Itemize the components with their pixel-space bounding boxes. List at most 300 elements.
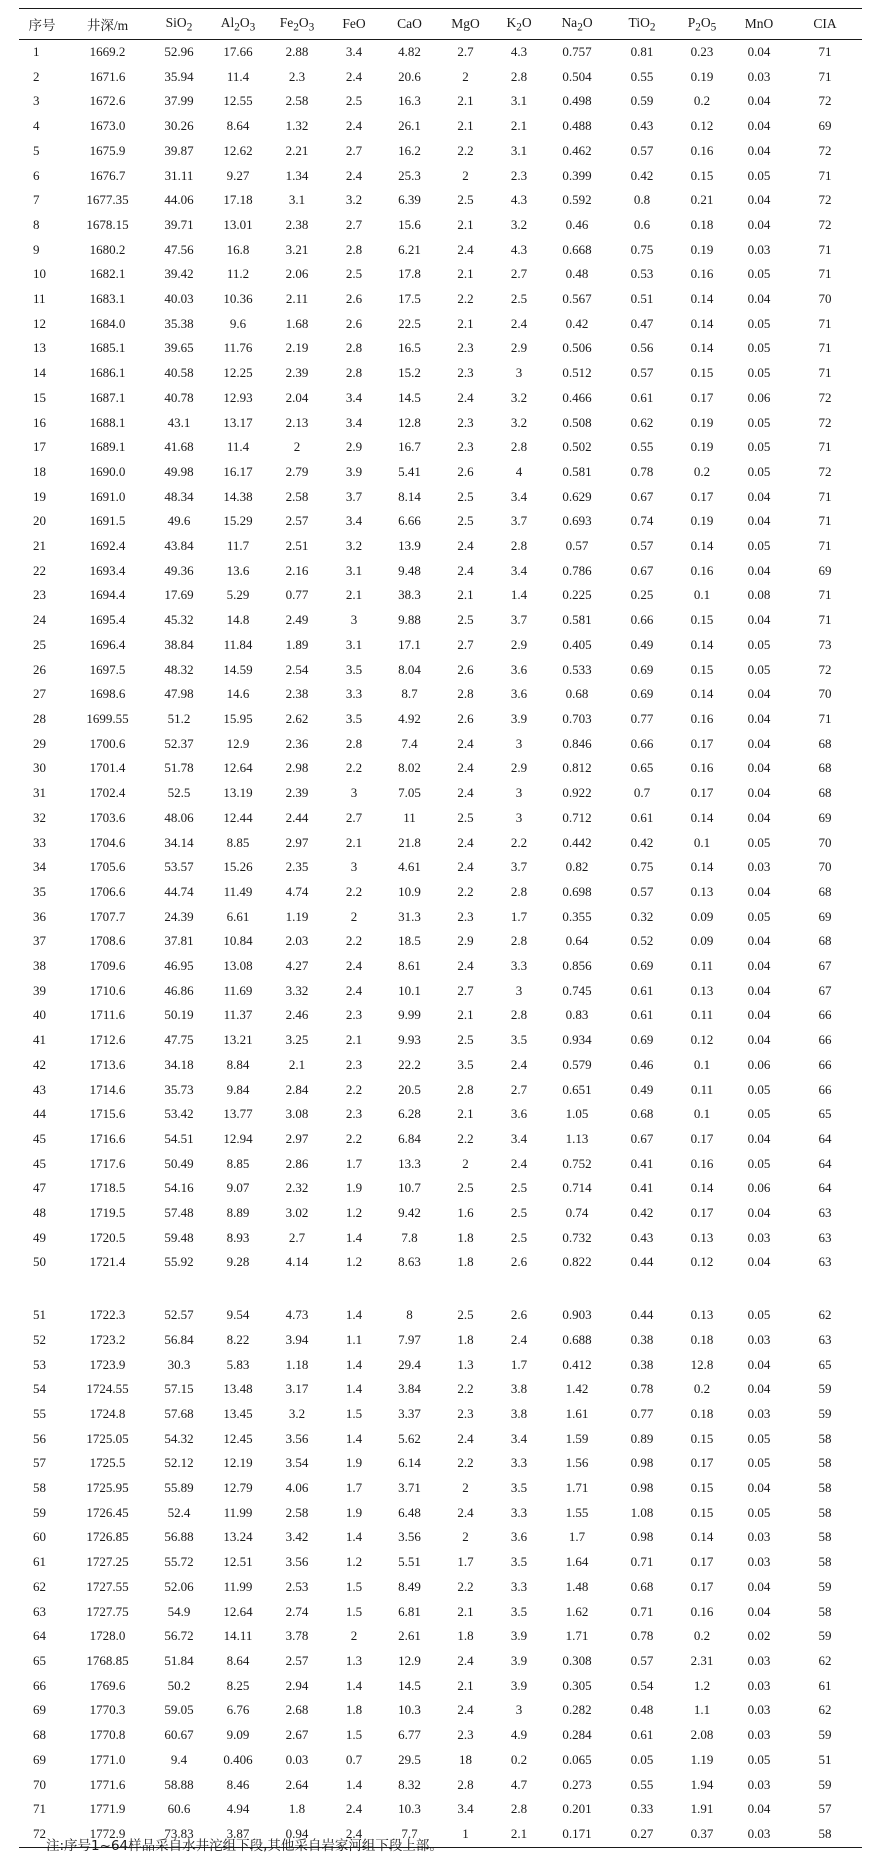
cell-cao: 10.7 [398, 1180, 421, 1196]
cell-depth: 1725.05 [86, 1430, 129, 1446]
cell-mgo: 2.4 [457, 760, 474, 776]
cell-sio2: 37.99 [164, 93, 194, 109]
cell-na2o: 0.651 [562, 1081, 592, 1097]
cell-na2o: 0.405 [562, 636, 592, 652]
cell-cia: 66 [818, 1007, 832, 1023]
cell-mno: 0.05 [747, 1155, 771, 1171]
cell-p2o5: 0.2 [693, 463, 711, 479]
cell-fe2o3: 3.17 [285, 1381, 309, 1397]
cell-p2o5: 0.19 [690, 513, 714, 529]
cell-mgo: 2.5 [457, 1307, 474, 1323]
cell-depth: 1715.6 [89, 1106, 126, 1122]
cell-depth: 1690.0 [89, 463, 126, 479]
cell-na2o: 0.934 [562, 1032, 592, 1048]
cell-na2o: 0.83 [565, 1007, 589, 1023]
cell-al2o3: 17.18 [223, 192, 253, 208]
cell-k2o: 3.3 [510, 1455, 528, 1471]
cell-p2o5: 1.2 [693, 1677, 711, 1693]
cell-no: 35 [33, 883, 46, 899]
cell-fe2o3: 0.77 [285, 587, 309, 603]
cell-mno: 0.04 [747, 1801, 771, 1817]
cell-feo: 2.2 [345, 933, 363, 949]
cell-al2o3: 12.45 [223, 1430, 253, 1446]
cell-sio2: 50.49 [164, 1155, 194, 1171]
cell-depth: 1720.5 [89, 1229, 126, 1245]
cell-no: 40 [33, 1007, 46, 1023]
table-row [19, 188, 862, 213]
cell-cao: 20.5 [398, 1081, 421, 1097]
cell-depth: 1705.6 [89, 859, 126, 875]
cell-p2o5: 0.11 [690, 958, 714, 974]
cell-cia: 59 [818, 1381, 832, 1397]
cell-tio2: 0.48 [630, 1702, 654, 1718]
cell-cao: 8.49 [398, 1578, 421, 1594]
cell-mno: 0.05 [747, 414, 771, 430]
cell-feo: 3.2 [345, 538, 363, 554]
cell-cao: 5.62 [398, 1430, 421, 1446]
cell-sio2: 24.39 [164, 908, 194, 924]
cell-al2o3: 11.7 [226, 538, 250, 554]
cell-cao: 16.2 [398, 142, 421, 158]
cell-cia: 71 [818, 315, 832, 331]
cell-depth: 1686.1 [89, 365, 126, 381]
cell-fe2o3: 2.57 [285, 1653, 309, 1668]
cell-na2o: 0.225 [562, 587, 592, 603]
cell-cao: 8.04 [398, 661, 421, 677]
cell-al2o3: 12.19 [223, 1455, 253, 1471]
cell-depth: 1718.5 [89, 1180, 126, 1196]
cell-sio2: 51.2 [167, 710, 191, 726]
cell-no: 26 [33, 661, 46, 677]
cell-na2o: 0.502 [562, 439, 592, 455]
cell-cao: 31.3 [398, 908, 421, 924]
cell-sio2: 53.57 [164, 859, 194, 875]
cell-k2o: 2.4 [510, 1056, 528, 1072]
cell-cia: 58 [818, 1554, 832, 1570]
cell-na2o: 0.693 [562, 513, 592, 529]
cell-mno: 0.03 [747, 1229, 771, 1245]
table-row [19, 732, 862, 757]
cell-sio2: 59.48 [164, 1229, 194, 1245]
cell-depth: 1675.9 [89, 142, 126, 158]
cell-feo: 1.4 [345, 1356, 363, 1372]
cell-tio2: 0.42 [630, 1205, 654, 1221]
cell-na2o: 0.846 [562, 735, 592, 751]
cell-cao: 6.84 [398, 1130, 421, 1146]
cell-fe2o3: 2.21 [285, 142, 309, 158]
table-row [19, 559, 862, 584]
cell-p2o5: 0.2 [693, 93, 711, 109]
cell-mno: 0.04 [747, 933, 771, 949]
column-header-cia: CIA [788, 9, 862, 40]
cell-p2o5: 2.08 [690, 1727, 714, 1743]
table-row [19, 880, 862, 905]
cell-k2o: 3 [515, 1702, 523, 1718]
cell-depth: 1727.55 [86, 1578, 129, 1594]
cell-na2o: 0.922 [562, 785, 592, 801]
cell-p2o5: 0.19 [690, 414, 714, 430]
cell-mno: 0.04 [747, 44, 771, 59]
cell-cao: 22.5 [398, 315, 421, 331]
cell-cia: 68 [818, 760, 832, 776]
cell-mgo: 2.3 [457, 340, 474, 356]
cell-cia: 63 [818, 1229, 832, 1245]
table-row [19, 1773, 862, 1798]
cell-na2o: 0.171 [544, 1822, 610, 1847]
cell-cao: 8.7 [401, 686, 418, 702]
cell-cao: 22.2 [398, 1056, 421, 1072]
cell-fe2o3: 0.03 [285, 1751, 309, 1767]
cell-mgo: 2.1 [457, 1106, 474, 1122]
cell-al2o3: 13.08 [223, 958, 253, 974]
cell-p2o5: 1.94 [690, 1776, 714, 1792]
cell-cao: 29.4 [398, 1356, 421, 1372]
cell-k2o: 2.5 [510, 1180, 528, 1196]
cell-fe2o3: 3.78 [285, 1628, 309, 1644]
column-header-sio2: SiO$_2$ [150, 9, 208, 40]
cell-mno: 0.05 [747, 1504, 771, 1520]
cell-tio2: 0.49 [630, 636, 654, 652]
cell-fe2o3: 3.56 [285, 1554, 309, 1570]
cell-cia: 71 [818, 365, 832, 381]
cell-no: 55 [33, 1405, 46, 1421]
cell-mno: 0.04 [747, 883, 771, 899]
cell-tio2: 0.61 [630, 389, 654, 405]
cell-k2o: 3.1 [510, 142, 528, 158]
column-header-na2o: $Na_2O$ [544, 9, 610, 40]
cell-mno: 0.03 [747, 68, 771, 84]
cell-depth: 1723.2 [89, 1331, 126, 1347]
cell-tio2: 0.69 [630, 661, 654, 677]
cell-feo: 2.4 [326, 1822, 382, 1847]
cell-sio2: 48.32 [164, 661, 194, 677]
table-row [19, 1078, 862, 1103]
cell-fe2o3: 2.68 [285, 1702, 309, 1718]
cell-k2o: 2.8 [510, 68, 528, 84]
cell-al2o3: 13.21 [223, 1032, 253, 1048]
cell-k2o: 4.9 [510, 1727, 528, 1743]
cell-cao: 6.14 [398, 1455, 421, 1471]
cell-mno: 0.04 [747, 760, 771, 776]
cell-p2o5: 0.1 [693, 1056, 711, 1072]
cell-no: 7 [33, 192, 40, 208]
cell-sio2: 38.84 [164, 636, 194, 652]
cell-tio2: 0.59 [630, 93, 654, 109]
cell-na2o: 0.82 [565, 859, 589, 875]
table-footnote: 注:序号1~64样品采自水井沱组下段,其他采自岩家河组下段上部。 [46, 1838, 443, 1854]
cell-mgo: 1 [437, 1822, 494, 1847]
cell-fe2o3: 2.62 [285, 710, 309, 726]
cell-k2o: 3.6 [510, 661, 528, 677]
cell-mno: 0.05 [747, 1430, 771, 1446]
cell-sio2: 48.34 [164, 488, 194, 504]
cell-cia: 58 [818, 1504, 832, 1520]
cell-na2o: 0.506 [562, 340, 592, 356]
cell-na2o: 0.284 [562, 1727, 592, 1743]
cell-feo: 2.8 [345, 241, 363, 257]
table-row [19, 831, 862, 856]
table-row [19, 1102, 862, 1127]
cell-depth: 1722.3 [89, 1307, 126, 1323]
cell-mgo: 2.4 [457, 834, 474, 850]
cell-feo: 1.4 [345, 1307, 363, 1323]
cell-sio2: 51.78 [164, 760, 194, 776]
cell-sio2: 54.32 [164, 1430, 194, 1446]
cell-na2o: 0.752 [562, 1155, 592, 1171]
cell-p2o5: 0.17 [690, 488, 714, 504]
cell-al2o3: 12.94 [223, 1130, 253, 1146]
cell-cia: 57 [818, 1801, 832, 1817]
cell-depth: 1771.0 [89, 1751, 126, 1767]
cell-mno: 0.05 [747, 1455, 771, 1471]
cell-cia: 72 [818, 192, 832, 208]
cell-tio2: 0.62 [630, 414, 654, 430]
cell-sio2: 40.03 [164, 291, 194, 307]
table-row [19, 1250, 862, 1275]
cell-na2o: 1.71 [565, 1628, 589, 1644]
cell-p2o5: 0.17 [690, 1578, 714, 1594]
cell-p2o5: 0.17 [690, 1130, 714, 1146]
table-row [19, 1226, 862, 1251]
cell-no: 13 [33, 340, 46, 356]
cell-feo: 3.4 [345, 414, 363, 430]
cell-cia: 71 [818, 241, 832, 257]
cell-cao: 8 [406, 1307, 413, 1323]
cell-sio2: 57.15 [164, 1381, 194, 1397]
cell-mno: 0.06 [747, 389, 771, 405]
cell-fe2o3: 2.32 [285, 1180, 309, 1196]
cell-tio2: 0.61 [630, 809, 654, 825]
cell-cia: 72 [818, 142, 832, 158]
cell-k2o: 2.6 [510, 1254, 528, 1270]
cell-mgo: 1.8 [457, 1254, 474, 1270]
cell-sio2: 31.11 [164, 167, 194, 183]
cell-mno: 0.04 [747, 958, 771, 974]
cell-feo: 3.4 [345, 513, 363, 529]
table-row [19, 682, 862, 707]
cell-fe2o3: 2.11 [285, 291, 309, 307]
cell-tio2: 0.51 [630, 291, 654, 307]
cell-tio2: 0.78 [630, 1381, 654, 1397]
cell-mno: 0.05 [747, 1081, 771, 1097]
cell-no: 25 [33, 636, 46, 652]
cell-cao: 8.32 [398, 1776, 421, 1792]
cell-tio2: 0.75 [630, 241, 654, 257]
cell-fe2o3: 1.34 [285, 167, 309, 183]
table-row [19, 1624, 862, 1649]
cell-feo: 2.8 [345, 340, 363, 356]
cell-feo: 3.7 [345, 488, 363, 504]
cell-tio2: 0.66 [630, 612, 654, 628]
cell-tio2: 0.52 [630, 933, 654, 949]
cell-mno: 0.03 [747, 1529, 771, 1545]
cell-cia: 71 [818, 612, 832, 628]
cell-mno: 0.04 [747, 710, 771, 726]
cell-feo: 2.3 [345, 1056, 363, 1072]
column-header-al2o3: $Al_2O_3$ [208, 9, 268, 40]
cell-al2o3: 8.25 [226, 1677, 250, 1693]
cell-fe2o3: 2.58 [285, 93, 309, 109]
cell-cao: 3.71 [398, 1480, 421, 1496]
cell-no: 45 [33, 1130, 46, 1146]
cell-p2o5: 0.12 [690, 118, 714, 134]
cell-p2o5: 0.16 [690, 1155, 714, 1171]
cell-sio2: 52.06 [164, 1578, 194, 1594]
cell-al2o3: 9.07 [226, 1180, 250, 1196]
cell-na2o: 0.64 [565, 933, 589, 949]
cell-no: 66 [33, 1677, 46, 1693]
cell-mgo: 2.1 [457, 1677, 474, 1693]
cell-mgo: 2.1 [457, 1007, 474, 1023]
cell-cao: 9.48 [398, 562, 421, 578]
cell-tio2: 0.98 [630, 1455, 654, 1471]
cell-cao: 25.3 [398, 167, 421, 183]
cell-al2o3: 13.6 [226, 562, 250, 578]
cell-mno: 0.08 [747, 587, 771, 603]
cell-k2o: 3 [515, 735, 523, 751]
cell-no: 34 [33, 859, 46, 875]
cell-mgo: 1.8 [457, 1229, 474, 1245]
cell-depth: 1683.1 [89, 291, 126, 307]
cell-al2o3: 9.09 [226, 1727, 250, 1743]
cell-cao: 14.5 [398, 389, 421, 405]
cell-p2o5: 0.1 [693, 834, 711, 850]
cell-p2o5: 0.13 [690, 1229, 714, 1245]
cell-al2o3: 13.48 [223, 1381, 253, 1397]
cell-sio2: 40.58 [164, 365, 194, 381]
cell-mgo: 2.4 [457, 958, 474, 974]
cell-k2o: 2.9 [510, 760, 528, 776]
cell-depth: 1724.8 [89, 1405, 126, 1421]
cell-feo: 2.4 [345, 1801, 363, 1817]
table-row [19, 756, 862, 781]
cell-al2o3: 14.8 [226, 612, 250, 628]
cell-p2o5: 0.16 [690, 1603, 714, 1619]
cell-cao: 6.21 [398, 241, 421, 257]
cell-na2o: 1.48 [565, 1578, 589, 1594]
cell-sio2: 51.84 [164, 1653, 194, 1668]
cell-depth: 1676.7 [89, 167, 126, 183]
table-header [19, 9, 862, 40]
cell-fe2o3: 3.25 [285, 1032, 309, 1048]
cell-al2o3: 15.95 [223, 710, 253, 726]
cell-feo: 2.4 [345, 68, 363, 84]
cell-na2o: 1.13 [565, 1130, 589, 1146]
cell-depth: 1728.0 [89, 1628, 126, 1644]
cell-cao: 13.9 [398, 538, 421, 554]
cell-fe2o3: 2.67 [285, 1727, 309, 1743]
cell-mno: 0.05 [747, 340, 771, 356]
cell-mgo: 2.5 [457, 1032, 474, 1048]
table-row [19, 89, 862, 114]
table-row [19, 658, 862, 683]
cell-tio2: 0.61 [630, 1007, 654, 1023]
cell-na2o: 0.74 [565, 1205, 589, 1221]
cell-tio2: 0.67 [630, 1130, 654, 1146]
cell-k2o: 3.4 [510, 1130, 528, 1146]
cell-cia: 59 [818, 1776, 832, 1792]
cell-mgo: 2.6 [457, 463, 474, 479]
cell-cao: 8.02 [398, 760, 421, 776]
cell-al2o3: 6.76 [226, 1702, 250, 1718]
cell-depth: 1727.75 [86, 1603, 129, 1619]
cell-mgo: 2.2 [457, 142, 474, 158]
cell-cia: 71 [818, 44, 832, 59]
cell-fe2o3: 4.74 [285, 883, 309, 899]
table-row [19, 1275, 862, 1328]
cell-tio2: 0.46 [630, 1056, 654, 1072]
cell-fe2o3: 2.79 [285, 463, 309, 479]
cell-k2o: 1.7 [510, 1356, 528, 1372]
cell-feo: 2.9 [345, 439, 363, 455]
cell-fe2o3: 1.18 [285, 1356, 309, 1372]
cell-mgo: 2.3 [457, 1727, 474, 1743]
cell-cao: 7.7 [382, 1822, 437, 1847]
table-row [19, 583, 862, 608]
cell-depth: 1689.1 [89, 439, 126, 455]
cell-feo: 2.1 [345, 1032, 363, 1048]
cell-na2o: 0.581 [562, 463, 592, 479]
cell-cao: 26.1 [398, 118, 421, 134]
cell-tio2: 0.57 [630, 883, 654, 899]
cell-p2o5: 0.14 [690, 538, 714, 554]
cell-na2o: 1.61 [565, 1405, 589, 1421]
cell-mno: 0.04 [747, 1578, 771, 1594]
column-header-fe2o3: $Fe_2O_3$ [268, 9, 326, 40]
cell-feo: 1.7 [345, 1480, 363, 1496]
cell-cao: 15.6 [398, 216, 421, 232]
cell-no: 27 [33, 686, 46, 702]
cell-na2o: 0.282 [562, 1702, 592, 1718]
table-row [19, 1575, 862, 1600]
cell-k2o: 3.7 [510, 859, 528, 875]
cell-no: 63 [33, 1603, 46, 1619]
cell-tio2: 0.61 [630, 1727, 654, 1743]
cell-al2o3: 0.406 [223, 1751, 253, 1767]
cell-sio2: 35.73 [164, 1081, 194, 1097]
cell-no: 5 [33, 142, 40, 158]
cell-feo: 2.7 [345, 809, 363, 825]
table-row [19, 1748, 862, 1773]
cell-sio2: 55.92 [164, 1254, 194, 1270]
cell-depth: 1711.6 [89, 1007, 126, 1023]
cell-depth: 1698.6 [89, 686, 126, 702]
cell-tio2: 0.98 [630, 1529, 654, 1545]
cell-fe2o3: 2.53 [285, 1578, 309, 1594]
cell-sio2: 56.84 [164, 1331, 194, 1347]
cell-al2o3: 16.8 [226, 241, 250, 257]
cell-mgo: 2.3 [457, 365, 474, 381]
cell-tio2: 0.54 [630, 1677, 654, 1693]
cell-tio2: 0.7 [633, 785, 651, 801]
cell-p2o5: 0.12 [690, 1032, 714, 1048]
cell-cao: 5.41 [398, 463, 421, 479]
cell-p2o5: 0.15 [690, 612, 714, 628]
cell-al2o3: 11.76 [223, 340, 253, 356]
cell-sio2: 60.6 [167, 1801, 191, 1817]
cell-tio2: 0.53 [630, 266, 654, 282]
cell-depth: 1723.9 [89, 1356, 126, 1372]
cell-mgo: 2.2 [457, 883, 474, 899]
cell-mno: 0.04 [747, 291, 771, 307]
cell-k2o: 2.4 [510, 1155, 528, 1171]
cell-cao: 4.61 [398, 859, 421, 875]
cell-mno: 0.04 [747, 562, 771, 578]
cell-al2o3: 3.87 [208, 1822, 268, 1847]
cell-na2o: 1.05 [565, 1106, 589, 1122]
cell-na2o: 0.732 [562, 1229, 592, 1245]
cell-depth: 1769.6 [89, 1677, 126, 1693]
